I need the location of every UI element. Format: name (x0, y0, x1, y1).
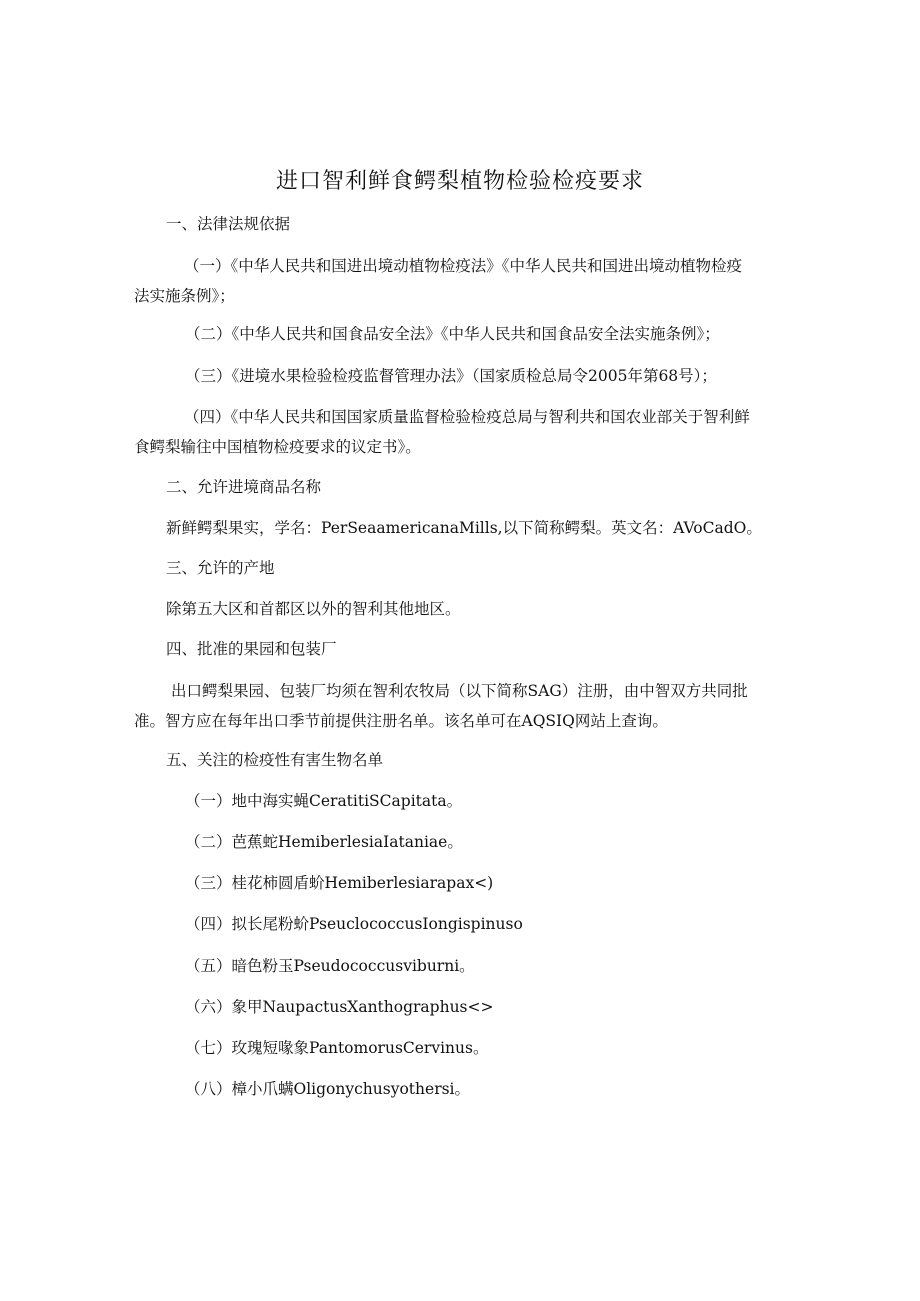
section-5-heading: 五、关注的检疫性有害生物名单 (166, 751, 384, 769)
pest-item-7: （七）玫瑰短喙象PantomorusCervinus。 (185, 1039, 489, 1057)
pest-item-4: （四）拟长尾粉蚧PseuclococcusIongispinuso (185, 915, 523, 933)
document-title: 进口智利鲜食鳄梨植物检验检疫要求 (275, 169, 644, 194)
section-2-body: 新鲜鳄梨果实，学名：PerSeaamericanaMills,以下简称鳄梨。英文名：AVoCadO。 (166, 519, 762, 537)
section-3-body: 除第五大区和首都区以外的智利其他地区。 (166, 600, 461, 618)
section-2-heading: 二、允许进境商品名称 (166, 478, 322, 496)
section-1-heading: 一、法律法规依据 (166, 215, 291, 233)
section-3-heading: 三、允许的产地 (166, 559, 275, 577)
section-1-item-1: （一）《中华人民共和国进出境动植物检疫法》《中华人民共和国进出境动植物检疫法实施条例》； (134, 257, 743, 305)
pest-item-1: （一）地中海实蝇CeratitiSCapitata。 (185, 792, 463, 810)
section-4-heading: 四、批准的果园和包装厂 (166, 640, 337, 658)
pest-item-2: （二）芭蕉蛇HemiberlesiaIataniae。 (185, 833, 463, 851)
section-1-item-3: （三）《进境水果检验检疫监督管理办法》（国家质检总局令2005年第68号）； (185, 367, 717, 385)
pest-item-6: （六）象甲NaupactusXanthographus<> (185, 998, 494, 1016)
section-1-item-4: （四）《中华人民共和国国家质量监督检验检疫总局与智利共和国农业部关于智利鲜食鳄梨输往中国植物检疫要求的议定书》。 (134, 408, 750, 456)
pest-item-3: （三）桂花柿圆盾蚧Hemiberlesiarapax<) (185, 874, 494, 892)
pest-item-8: （八）樟小爪螨Oligonychusyothersi。 (185, 1080, 471, 1098)
section-1-item-2: （二）《中华人民共和国食品安全法》《中华人民共和国食品安全法实施条例》； (185, 325, 720, 343)
section-4-body: 出口鳄梨果园、包装厂均须在智利农牧局（以下简称SAG）注册，由中智双方共同批准。智方应在每年出口季节前提供注册名单。该名单可在AQSIQ网站上查询。 (134, 682, 748, 730)
pest-item-5: （五）暗色粉玉Pseudococcusviburni。 (185, 957, 475, 975)
